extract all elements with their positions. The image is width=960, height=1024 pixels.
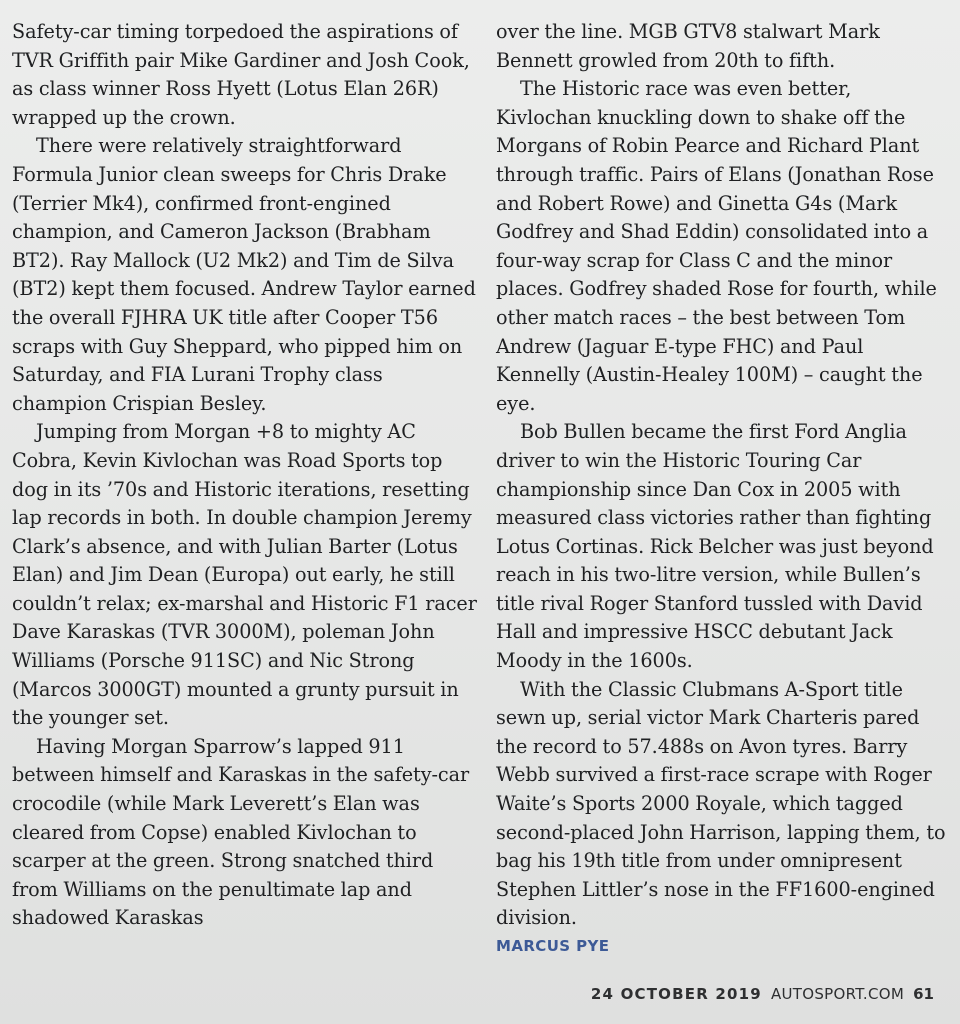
article-paragraph: Having Morgan Sparrow’s lapped 911 between himself and Karaskas in the safety-car crocodile (while Mark Leverett’s Elan was cleared from Copse) enabled Kivlochan to scarper at the green. Strong snatched third from Williams on the penultimate lap and shadowed Karaskas <box>12 734 470 930</box>
author-byline: MARCUS PYE <box>496 937 610 955</box>
article-paragraph: The Historic race was even better, Kivlochan knuckling down to shake off the Morgans of Robin Pearce and Richard Plant through traffic. Pairs of Elans (Jonathan Rose and Robert Rowe) and Ginetta G4s (Mark Godfrey and Shad Eddin) consolidated into a four-way scrap for Class C and the minor places. Godfrey shaded Rose for fourth, while other match races – the best between Tom Andrew (Jaguar E-type FHC) and Paul Kennelly (Austin-Healey 100M) – caught the eye. <box>496 77 937 415</box>
article-paragraph: With the Classic Clubmans A-Sport title sewn up, serial victor Mark Charteris pared the record to 57.488s on Avon tyres. Barry Webb survived a first-race scrape with Roger Waite’s Sports 2000 Royale, which tagged second-placed John Harrison, lapping them, to bag his 19th title from under omnipresent Stephen Littler’s nose in the FF1600-engined division. <box>496 677 946 930</box>
page-number: 61 <box>913 985 934 1003</box>
article-paragraph: There were relatively straightforward Formula Junior clean sweeps for Chris Drake (Terrier Mk4), confirmed front-engined champion, and Cameron Jackson (Brabham BT2). Ray Mallock (U2 Mk2) and Tim de Silva (BT2) kept them focused. Andrew Taylor earned the overall FJHRA UK title after Cooper T56 scraps with Guy Sheppard, who pipped him on Saturday, and FIA Lurani Trophy class champion Crispian Besley. <box>12 134 476 415</box>
article-paragraph-continued: over the line. MGB GTV8 stalwart Mark Bennett growled from 20th to fifth. <box>496 20 880 72</box>
article-column-left <box>12 18 478 933</box>
article-column-right <box>496 18 946 957</box>
page-footer <box>591 985 934 1011</box>
issue-date: 24 OCTOBER 2019 <box>590 985 762 1003</box>
article-paragraph: Jumping from Morgan +8 to mighty AC Cobra, Kevin Kivlochan was Road Sports top dog in its ’70s and Historic iterations, resetting lap records in both. In double champion Jeremy Clark’s absence, and with Julian Barter (Lotus Elan) and Jim Dean (Europa) out early, he still couldn’t relax; ex-marshal and Historic F1 racer Dave Karaskas (TVR 3000M), poleman John Williams (Porsche 911SC) and Nic Strong (Marcos 3000GT) mounted a grunty pursuit in the younger set. <box>12 420 477 730</box>
article-paragraph: Bob Bullen became the first Ford Anglia driver to win the Historic Touring Car championship since Dan Cox in 2005 with measured class victories rather than fighting Lotus Cortinas. Rick Belcher was just beyond reach in his two-litre version, while Bullen’s title rival Roger Stanford tussled with David Hall and impressive HSCC debutant Jack Moody in the 1600s. <box>496 420 934 673</box>
article-paragraph: Safety-car timing torpedoed the aspirations of TVR Griffith pair Mike Gardiner and Josh Cook, as class winner Ross Hyett (Lotus Elan 26R) wrapped up the crown. <box>12 20 470 129</box>
website-url: AUTOSPORT.COM <box>770 985 905 1003</box>
